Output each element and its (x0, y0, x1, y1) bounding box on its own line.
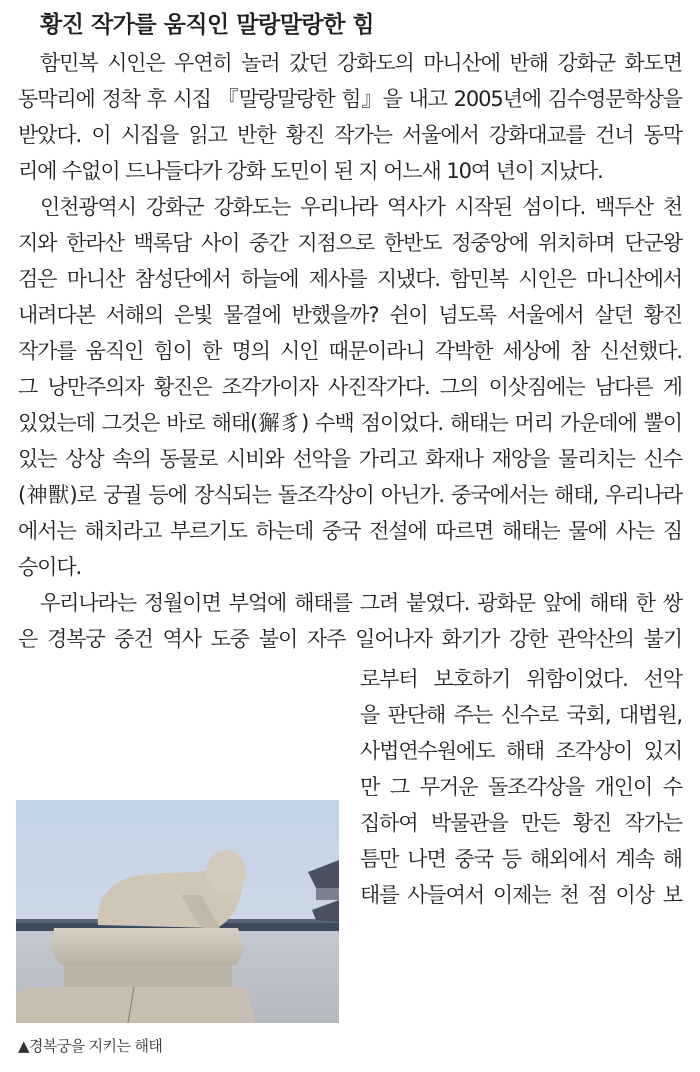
body-line: 인천광역시 강화군 강화도는 우리나라 역사가 시작된 섬이다. 백두산 천 (40, 195, 682, 219)
body-line: 은 경복궁 중건 역사 도중 불이 자주 일어나자 화기가 강한 관악산의 불기 (18, 627, 682, 651)
haetae-statue-image (16, 800, 339, 1023)
right-column-line: 로부터 보호하기 위함이었다. 선악 (360, 667, 682, 691)
right-column-line: 만 그 무거운 돌조각상을 개인이 수 (360, 775, 682, 799)
body-line: 검은 마니산 참성단에서 하늘에 제사를 지냈다. 함민복 시인은 마니산에서 (18, 267, 682, 291)
body-line: 동막리에 정착 후 시집 『말랑말랑한 힘』을 내고 2005년에 김수영문학상을 (18, 87, 682, 111)
body-line: (神獸)로 궁궐 등에 장식되는 돌조각상이 아닌가. 중국에서는 해태, 우리나라 (18, 483, 682, 507)
body-line: 작가를 움직인 힘이 한 명의 시인 때문이라니 각박한 세상에 참 신선했다. (18, 339, 682, 363)
right-column-line: 을 판단해 주는 신수로 국회, 대법원, (360, 703, 682, 727)
body-line: 내려다본 서해의 은빛 물결에 반했을까? 쉰이 넘도록 서울에서 살던 황진 (18, 303, 682, 327)
body-line: 있었는데 그것은 바로 해태(獬豸) 수백 점이었다. 해태는 머리 가운데에 뿔이 (18, 411, 682, 435)
body-line: 그 낭만주의자 황진은 조각가이자 사진작가다. 그의 이삿짐에는 남다른 게 (18, 375, 682, 399)
body-line: 있는 상상 속의 동물로 시비와 선악을 가리고 화재나 재앙을 물리치는 신수 (18, 447, 682, 471)
right-column-line: 태를 사들여서 이제는 천 점 이상 보 (360, 883, 682, 907)
haetae-photo (16, 800, 339, 1023)
body-line: 받았다. 이 시집을 읽고 반한 황진 작가는 서울에서 강화대교를 건너 동막 (18, 123, 682, 147)
article-title: 황진 작가를 움직인 말랑말랑한 힘 (40, 12, 375, 38)
body-line: 승이다. (18, 555, 82, 579)
body-line: 함민복 시인은 우연히 놀러 갔던 강화도의 마니산에 반해 강화군 화도면 (40, 51, 682, 75)
body-line: 리에 수없이 드나들다가 강화 도민이 된 지 어느새 10여 년이 지났다. (18, 159, 603, 183)
body-line: 지와 한라산 백록담 사이 중간 지점으로 한반도 정중앙에 위치하며 단군왕 (18, 231, 682, 255)
right-column-line: 집하여 박물관을 만든 황진 작가는 (360, 811, 682, 835)
photo-caption: ▲경복궁을 지키는 해태 (18, 1037, 163, 1055)
body-line: 우리나라는 정월이면 부엌에 해태를 그려 붙였다. 광화문 앞에 해태 한 쌍 (40, 591, 682, 615)
right-column-line: 틈만 나면 중국 등 해외에서 계속 해 (360, 847, 682, 871)
body-line: 에서는 해치라고 부르기도 하는데 중국 전설에 따르면 해태는 물에 사는 짐 (18, 519, 682, 543)
right-column-line: 사법연수원에도 해태 조각상이 있지 (360, 739, 682, 763)
